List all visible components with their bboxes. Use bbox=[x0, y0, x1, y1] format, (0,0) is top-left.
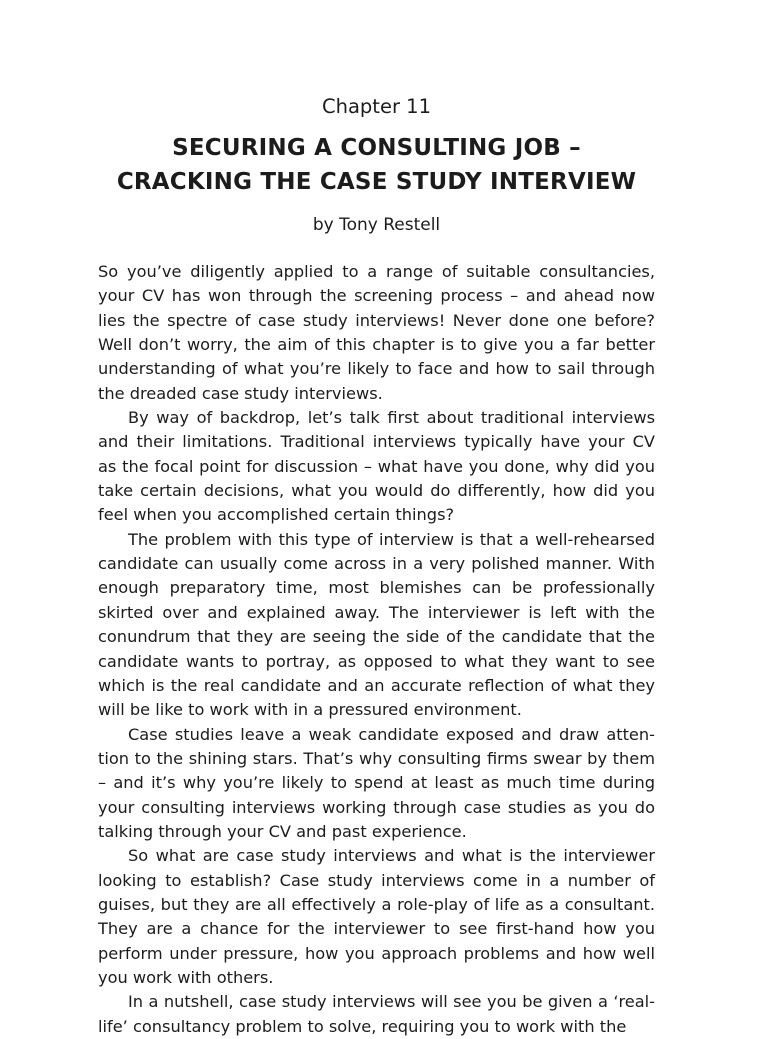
chapter-label: Chapter 11 bbox=[322, 95, 431, 118]
paragraph: So what are case study interviews and what is the interviewer looking to establish? Case study interviews come in a number of guises, but they are all effectively a role-play of life as a consultant. They are a chance for the interviewer to see first-hand how you perform under pressure, how you approach problems and how well you work with others. bbox=[98, 846, 655, 987]
chapter-title-line-1: SECURING A CONSULTING JOB – bbox=[172, 135, 581, 161]
paragraph: Case studies leave a weak candidate exposed and draw attention to the shining stars. That’s why consulting firms swear by them – and it’s why you’re likely to spend at least as much time during your consulting interviews working through case studies as you do talking through your CV and past experience. bbox=[98, 724, 655, 841]
chapter-title bbox=[98, 131, 655, 199]
paragraph: By way of backdrop, let’s talk first about traditional interviews and their limitations. Traditional interviews typically have your CV as the focal point for discussion – what have you done, why did you take certain decisions, what you would do differently, how did you feel when you accomplished certain things? bbox=[98, 408, 655, 525]
paragraph: So you’ve diligently applied to a range of suitable consultancies, your CV has won through the screening process – and ahead now lies the spectre of case study interviews! Never done one before? Well don’t worry, the aim of this chapter is to give you a far better understanding of what you’re likely to face and how to sail through the dreaded case study interviews. bbox=[98, 262, 655, 403]
chapter-body bbox=[98, 260, 655, 1039]
author-byline: by Tony Restell bbox=[312, 215, 441, 235]
chapter-title-line-2: CRACKING THE CASE STUDY INTERVIEW bbox=[116, 169, 637, 195]
book-page bbox=[98, 93, 655, 1039]
paragraph: The problem with this type of interview is that a well-rehearsed candidate can usually come across in a very polished manner. With enough preparatory time, most blemishes can be professionally skirted over and explained away. The interviewer is left with the conundrum that they are seeing the side of the candidate that the candidate wants to portray, as opposed to what they want to see which is the real candidate and an accurate reflection of what they will be like to work with in a pressured environment. bbox=[98, 529, 655, 720]
paragraph: In a nutshell, case study interviews will see you be given a ‘real-life’ consultancy problem to solve, requiring you to work with the bbox=[98, 992, 655, 1036]
